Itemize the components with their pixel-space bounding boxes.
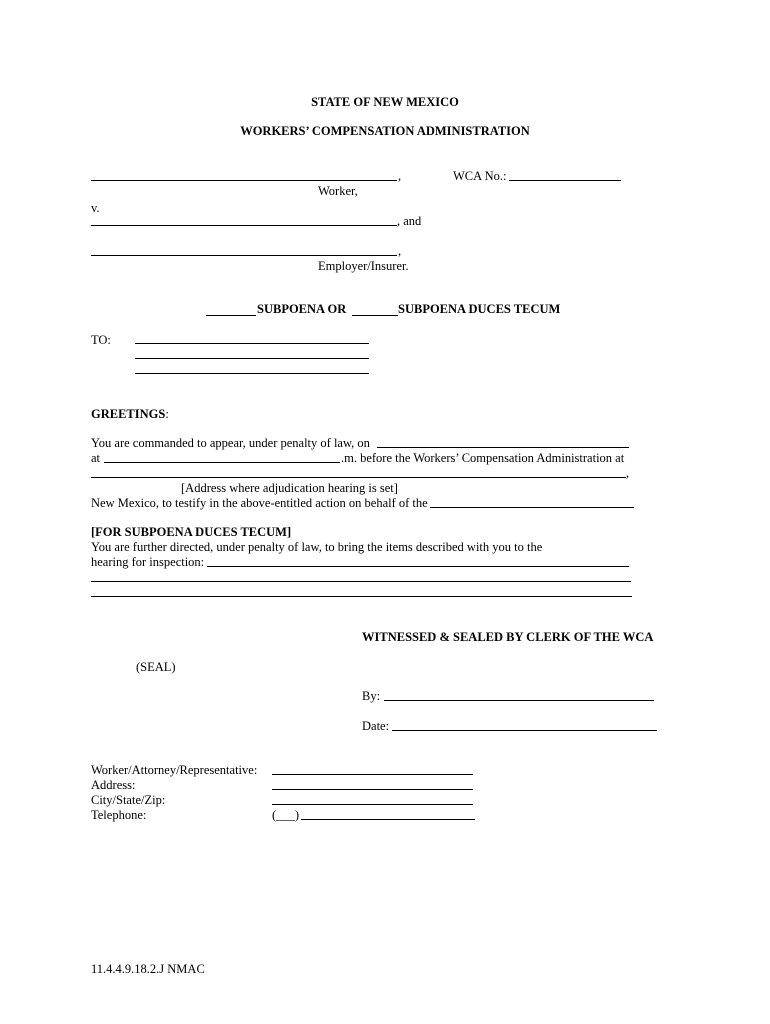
phone-area-code: (___) xyxy=(272,808,300,822)
greetings-colon: : xyxy=(165,407,169,421)
representative-label: Worker/Attorney/Representative: xyxy=(91,763,258,777)
duces-tecum-checkbox-line[interactable] xyxy=(352,315,398,316)
items-field-2[interactable] xyxy=(91,581,631,582)
address-label: Address: xyxy=(91,778,136,792)
witness-heading: WITNESSED & SEALED BY CLERK OF THE WCA xyxy=(362,630,654,644)
versus-label: v. xyxy=(91,201,100,215)
to-line-2[interactable] xyxy=(135,358,369,359)
seal-label: (SEAL) xyxy=(136,660,176,674)
employer-insurer-label: Employer/Insurer. xyxy=(318,259,409,273)
city-state-zip-field[interactable] xyxy=(272,804,473,805)
address-field[interactable] xyxy=(272,789,473,790)
representative-field[interactable] xyxy=(272,774,473,775)
clerk-signature-field[interactable] xyxy=(384,700,654,701)
command-line-1: You are commanded to appear, under penalty of law, on xyxy=(91,436,370,450)
worker-comma: , xyxy=(398,169,402,183)
to-label: TO: xyxy=(91,333,111,347)
worker-label: Worker, xyxy=(318,184,358,198)
appearance-date-field[interactable] xyxy=(377,447,629,448)
and-label: , and xyxy=(397,214,422,228)
subpoena-or-label: SUBPOENA OR xyxy=(257,302,347,316)
duces-line-2: hearing for inspection: xyxy=(91,555,205,569)
to-line-1[interactable] xyxy=(135,343,369,344)
greetings-text: GREETINGS xyxy=(91,407,166,421)
wca-no-field[interactable] xyxy=(509,180,621,181)
state-title: STATE OF NEW MEXICO xyxy=(311,95,459,109)
subpoena-checkbox-line[interactable] xyxy=(206,315,256,316)
duces-heading: [FOR SUBPOENA DUCES TECUM] xyxy=(91,525,292,539)
footer-citation: 11.4.4.9.18.2.J NMAC xyxy=(91,962,205,976)
at-label: at xyxy=(91,451,101,465)
hearing-address-field[interactable] xyxy=(91,477,626,478)
wca-no-label: WCA No.: xyxy=(453,169,507,183)
telephone-label: Telephone: xyxy=(91,808,147,822)
duces-tecum-label: SUBPOENA DUCES TECUM xyxy=(398,302,561,316)
employer-name-field[interactable] xyxy=(91,225,397,226)
appearance-time-field[interactable] xyxy=(104,462,340,463)
insurer-comma: , xyxy=(398,244,402,258)
items-field-1[interactable] xyxy=(207,566,629,567)
address-note: [Address where adjudication hearing is set] xyxy=(181,481,398,495)
date-label: Date: xyxy=(362,719,390,733)
telephone-field[interactable] xyxy=(301,819,475,820)
by-label: By: xyxy=(362,689,381,703)
duces-line-1: You are further directed, under penalty of law, to bring the items described with you to the xyxy=(91,540,543,554)
insurer-name-field[interactable] xyxy=(91,255,397,256)
command-line-2: .m. before the Workers’ Compensation Administration at xyxy=(341,451,625,465)
agency-title: WORKERS’ COMPENSATION ADMINISTRATION xyxy=(240,124,530,138)
to-line-3[interactable] xyxy=(135,373,369,374)
behalf-of-field[interactable] xyxy=(430,507,634,508)
greetings-heading xyxy=(91,407,169,422)
worker-name-field[interactable] xyxy=(91,180,397,181)
city-state-zip-label: City/State/Zip: xyxy=(91,793,166,807)
items-field-3[interactable] xyxy=(91,596,632,597)
command-line-4: New Mexico, to testify in the above-entitled action on behalf of the xyxy=(91,496,428,510)
address-comma: , xyxy=(626,466,630,480)
witness-date-field[interactable] xyxy=(392,730,657,731)
